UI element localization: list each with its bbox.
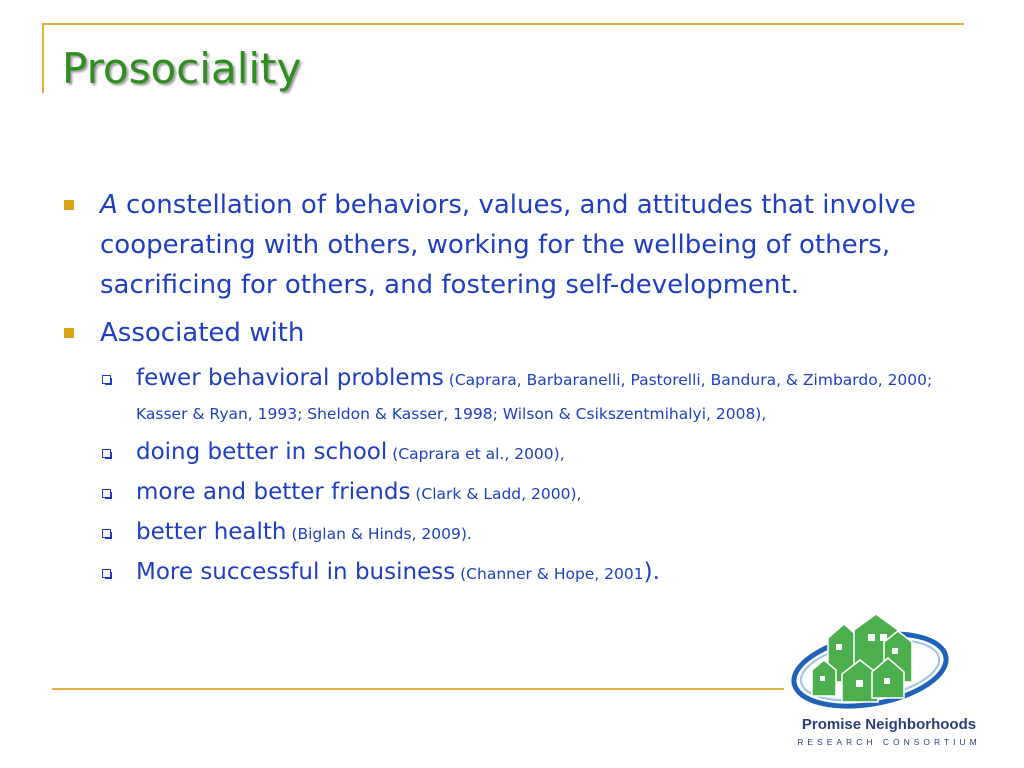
citation: (Caprara, Barbaranelli, Pastorelli, Bandura, & Zimbardo, 2000; Kasser & Ryan, 1993; Sheldon & Kasser, 1998; Wilson & Csikszentmihalyi, 2008), [136, 371, 933, 423]
logo-subtitle: RESEARCH CONSORTIUM [797, 737, 981, 747]
checkbox-bullet-icon [102, 375, 111, 384]
slide-body [64, 185, 944, 595]
checkbox-bullet-icon [102, 569, 111, 578]
houses-swoosh-icon [784, 612, 994, 716]
citation: (Caprara et al., 2000), [387, 445, 565, 463]
checkbox-bullet-icon [102, 449, 111, 458]
sub-bullet-school [64, 435, 944, 469]
promise-neighborhoods-logo [784, 612, 994, 762]
square-bullet-icon [64, 200, 74, 210]
top-rule [44, 23, 964, 25]
sub-bullet-health [64, 515, 944, 549]
citation: (Clark & Ladd, 2000), [410, 485, 582, 503]
sub-bullet-text: More successful in business [136, 559, 456, 585]
sub-bullet-behavior [64, 361, 944, 429]
checkbox-bullet-icon [102, 489, 111, 498]
slide-title: Prosociality [62, 44, 302, 93]
sub-bullet-text: more and better friends [136, 479, 411, 505]
sub-bullet-friends [64, 475, 944, 509]
sub-bullet-text: better health [136, 519, 287, 545]
left-rule [42, 23, 44, 93]
sub-bullet-business [64, 555, 944, 589]
checkbox-bullet-icon [102, 529, 111, 538]
sub-bullet-text: doing better in school [136, 439, 388, 465]
citation-close: ). [643, 559, 660, 585]
bottom-rule [52, 688, 784, 690]
bullet-associated-with [64, 313, 944, 353]
definition-lead: A [100, 190, 118, 220]
bullet-definition [64, 185, 944, 305]
logo-name: Promise Neighborhoods [801, 716, 977, 733]
citation: (Channer & Hope, 2001 [455, 565, 644, 583]
definition-text: constellation of behaviors, values, and attitudes that involve cooperating with others, working for the wellbeing of others, sacrificing for others, and fostering self-development. [100, 190, 916, 300]
associated-with-text: Associated with [100, 318, 305, 348]
citation: (Biglan & Hinds, 2009). [286, 525, 472, 543]
sub-bullet-text: fewer behavioral problems [136, 365, 444, 391]
square-bullet-icon [64, 328, 74, 338]
